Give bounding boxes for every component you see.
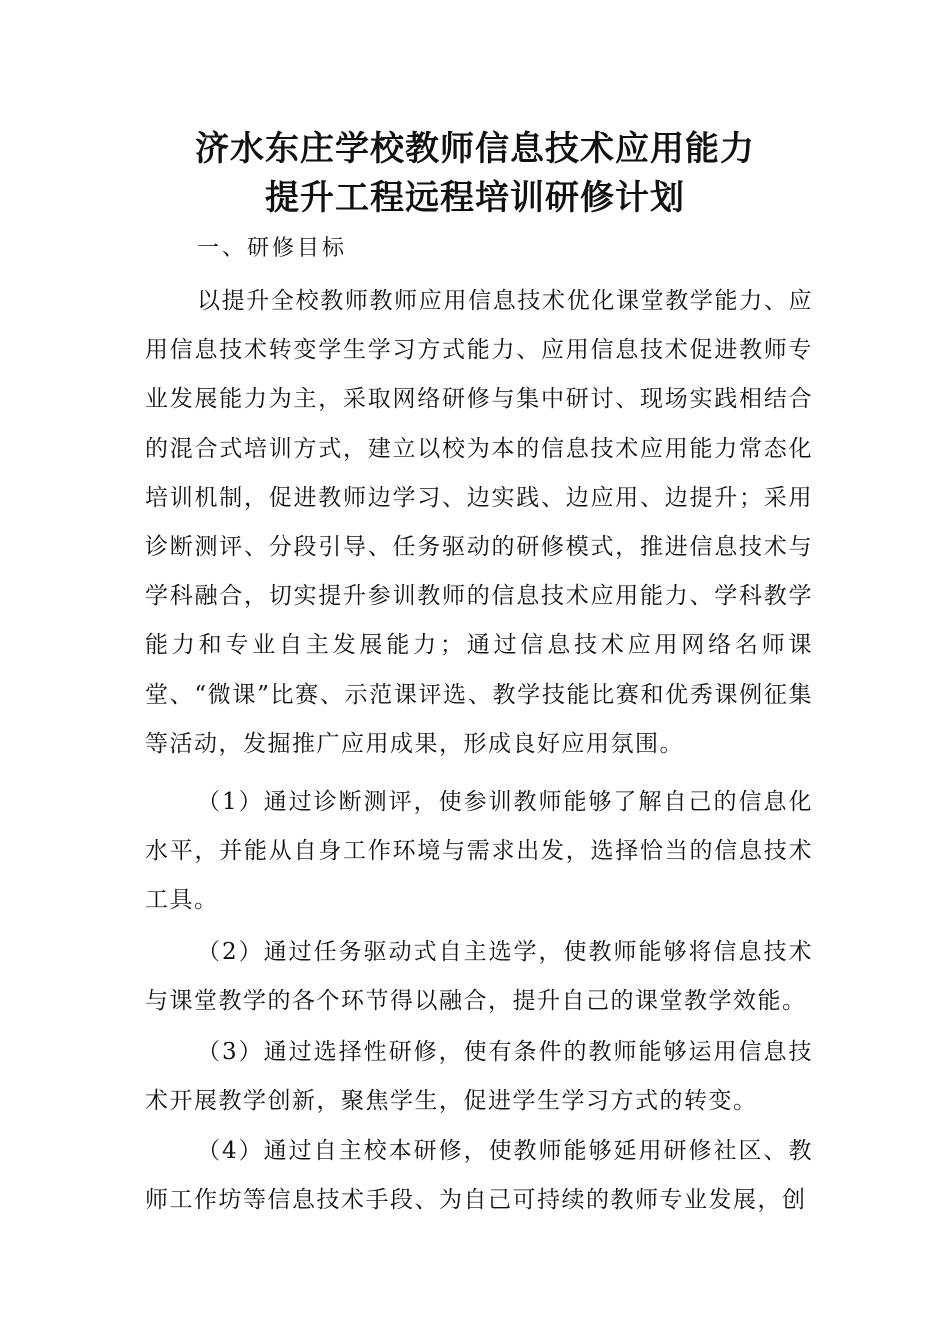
paragraph-goal-1: （1）通过诊断测评，使参训教师能够了解自己的信息化水平，并能从自身工作环境与需求出发，选择恰当的信息技术工具。 [145,789,813,914]
paragraph-goal-4: （4）通过自主校本研修，使教师能够延用研修社区、教师工作坊等信息技术手段、为自己可持续的教师专业发展，创 [145,1138,813,1214]
paragraph-intro: 以提升全校教师教师应用信息技术优化课堂教学能力、应用信息技术转变学生学习方式能力、应用信息技术促进教师专业发展能力为主，采取网络研修与集中研讨、现场实践相结合的混合式培训方式，建立以校为本的信息技术应用能力常态化培训机制，促进教师边学习、边实践、边应用、边提升；采用诊断测评、分段引导、任务驱动的研修模式，推进信息技术与学科融合，切实提升参训教师的信息技术应用能力、学科教学能力和专业自主发展能力；通过信息技术应用网络名师课堂、“微课”比赛、示范课评选、教学技能比赛和优秀课例征集等活动，发掘推广应用成果，形成良好应用氛围。 [145,288,813,757]
document-title-line-2: 提升工程远程培训研修计划 [265,178,685,218]
paragraph-goal-2: （2）通过任务驱动式自主选学，使教师能够将信息技术与课堂教学的各个环节得以融合，提升自己的课堂教学效能。 [145,939,813,1015]
paragraph-goal-3: （3）通过选择性研修，使有条件的教师能够运用信息技术开展教学创新，聚焦学生，促进学生学习方式的转变。 [145,1039,813,1115]
document-title-line-1: 济水东庄学校教师信息技术应用能力 [195,129,755,169]
section-heading-research-goals: 一、研修目标 [197,236,348,261]
